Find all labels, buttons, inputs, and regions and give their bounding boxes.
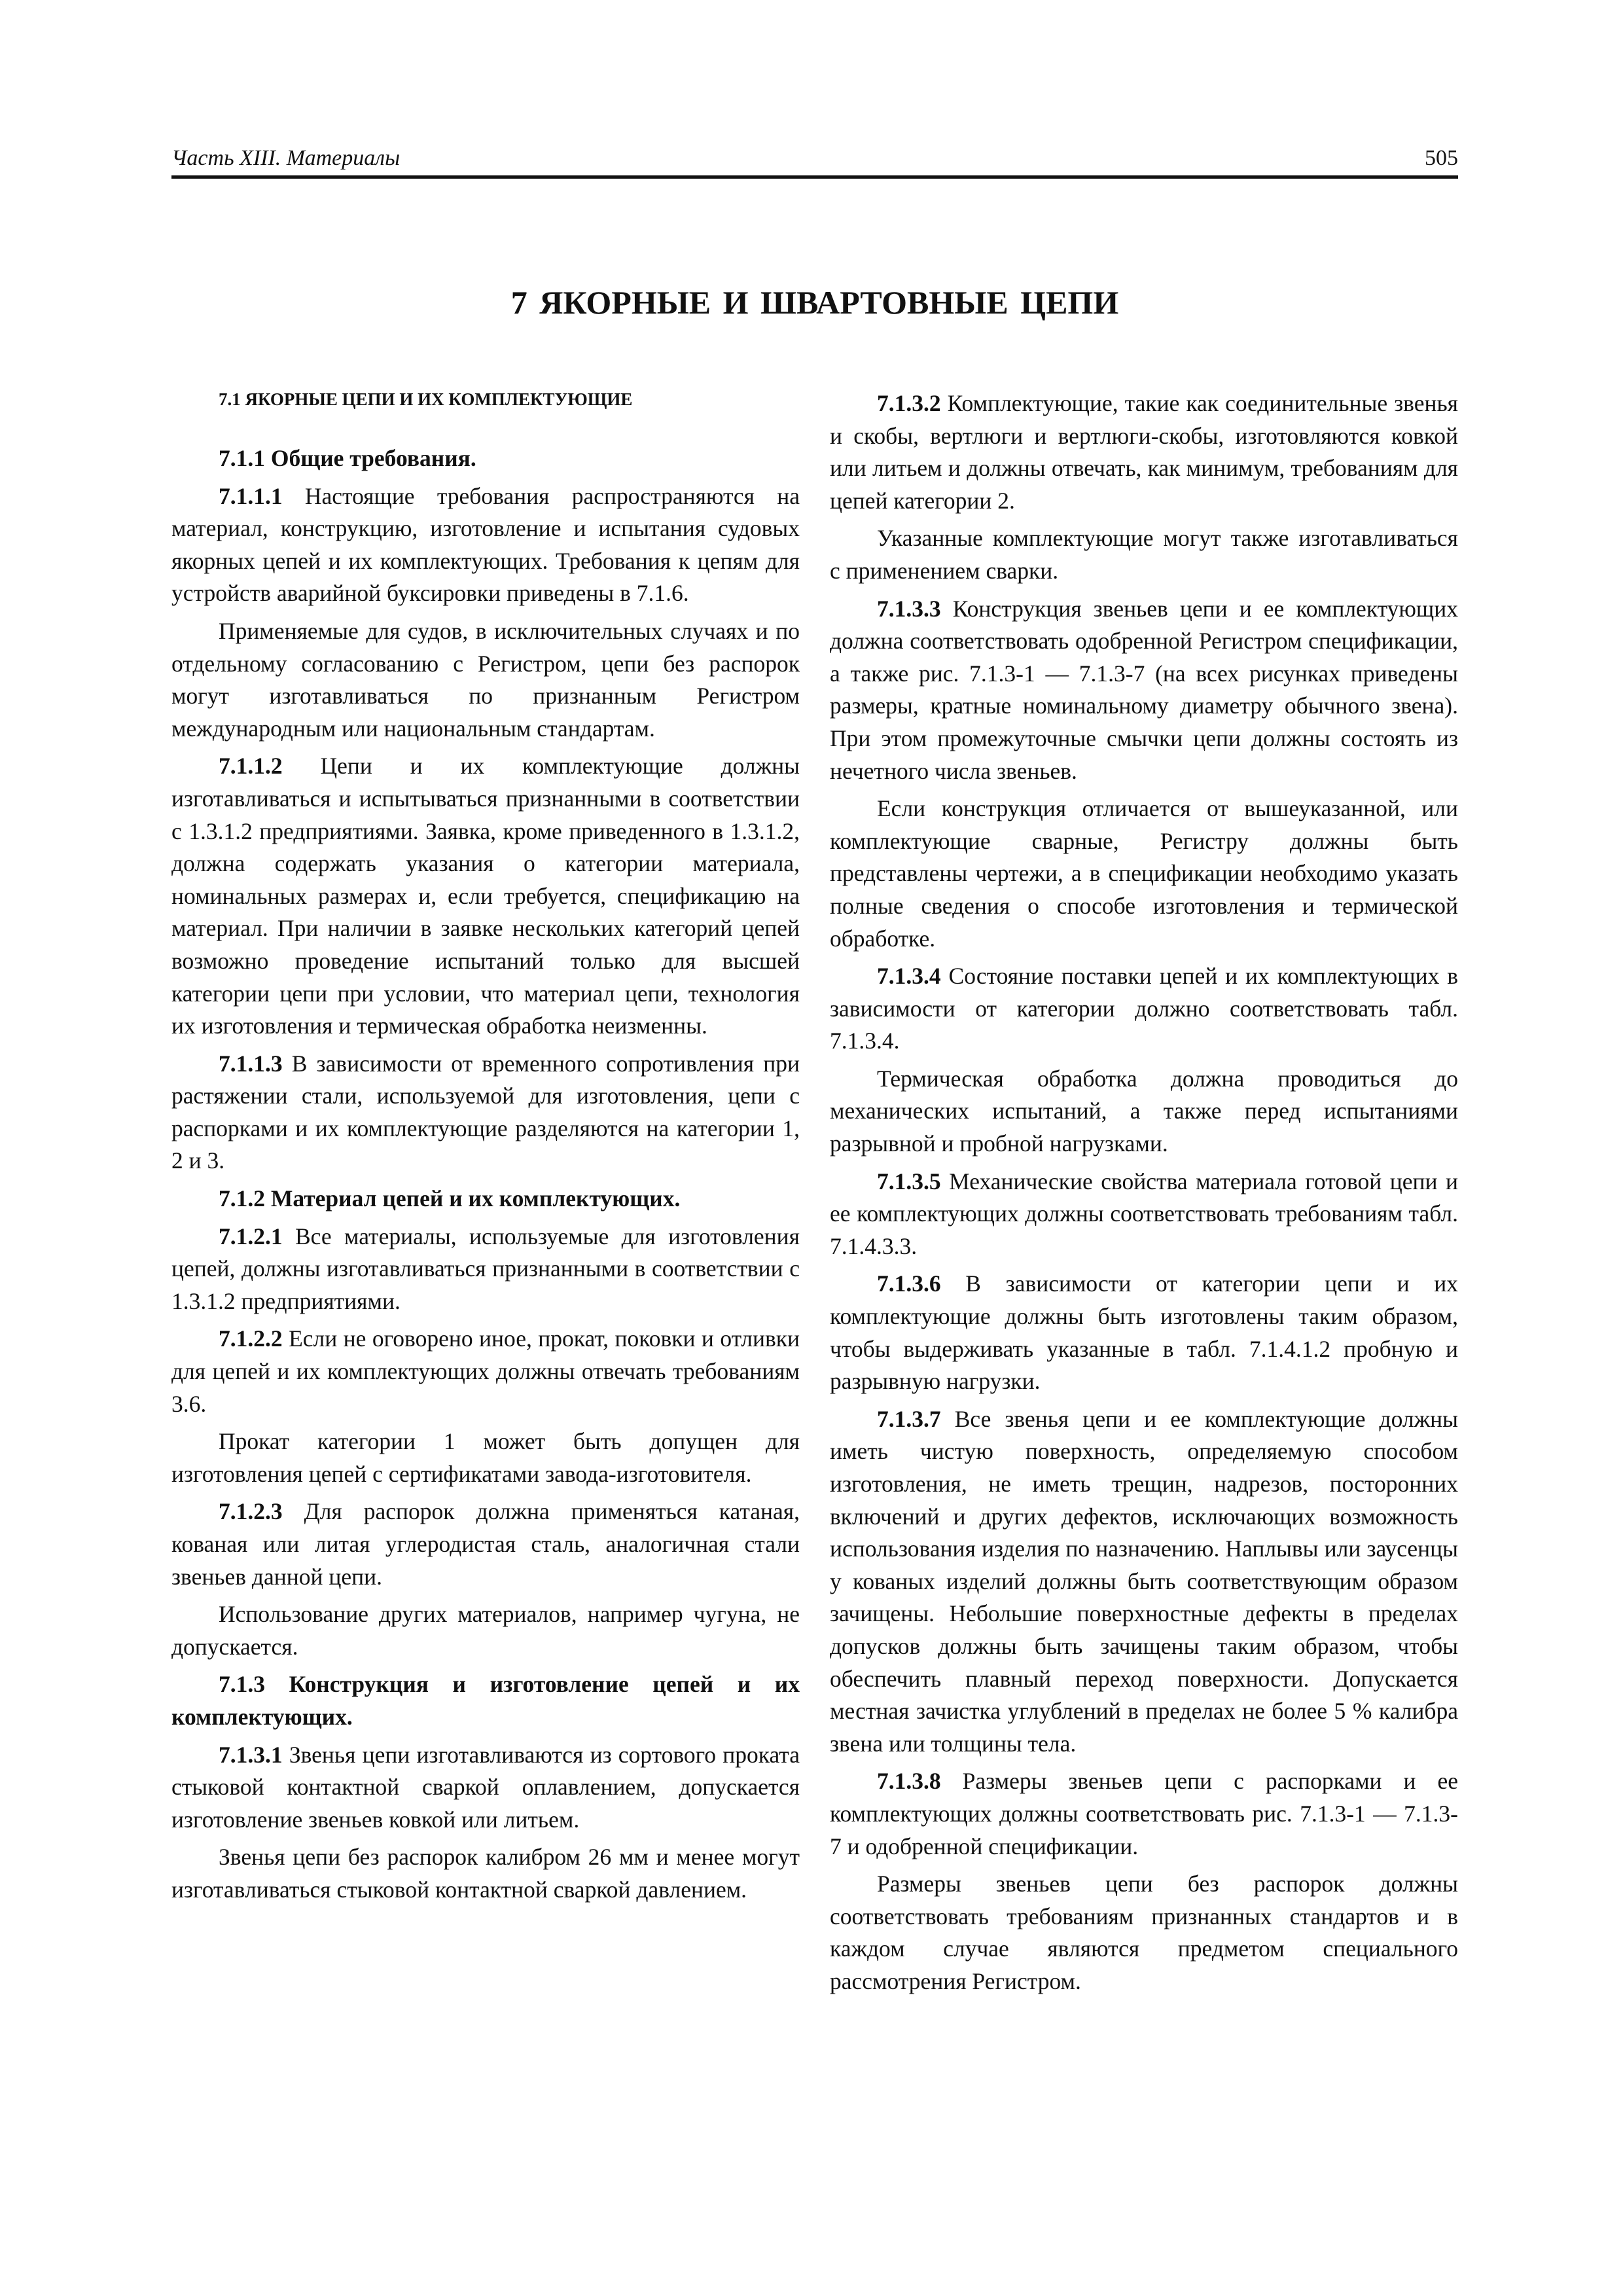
paragraph-7-1-1-3 xyxy=(171,1048,800,1177)
subsection-heading-7-1-1: 7.1.1 Общие требования. xyxy=(219,445,476,471)
paragraph-sizes: Размеры звеньев цепи без распорок должны соответствовать требованиям признанных стандартов и в каждом случае являются предметом специального рассмотрения Регистром. xyxy=(830,1871,1458,1994)
right-column xyxy=(830,387,1458,2003)
paragraph-7-1-1-1 xyxy=(171,480,800,610)
chapter-title: 7 ЯКОРНЫЕ И ШВАРТОВНЫЕ ЦЕПИ xyxy=(510,284,1119,321)
paragraph-applied: Применяемые для судов, в исключительных случаях и по отдельному согласованию с Регистром, цепи без распорок могут изготавливаться по признанным Регистром международным или национальным стандартам. xyxy=(171,617,800,742)
running-head xyxy=(171,145,1458,171)
clause-text: Все материалы, используемые для изготовления цепей, должны изготавливаться признанными в соответствии с 1.3.1.2 предприятиями. xyxy=(171,1223,800,1314)
clause-number: 7.1.3.5 xyxy=(877,1168,941,1194)
section-title: 7.1 ЯКОРНЫЕ ЦЕПИ И ИХ КОМПЛЕКТУЮЩИЕ xyxy=(219,389,633,409)
left-column xyxy=(171,387,800,1912)
paragraph-7-1-2-3 xyxy=(171,1496,800,1593)
paragraph-7-1-3-6 xyxy=(830,1268,1458,1397)
clause-number: 7.1.2.1 xyxy=(219,1223,283,1249)
paragraph-7-1-3-1 xyxy=(171,1739,800,1837)
clause-text: Цепи и их комплектующие должны изготавливаться и испытываться признанными в соответствии с 1.3.1.2 предприятиями. Заявка, кроме приведенного в 1.3.1.2, должна содержать указания о категории материала, номинальных размерах и, если требуется, спецификацию на материал. При наличии в заявке нескольких категорий цепей возможно проведение испытаний только для высшей категории цепи при условии, что материал цепи, технология их изготовления и термическая обработка неизменны. xyxy=(171,753,800,1039)
part-title: Часть XIII. Материалы xyxy=(171,146,401,170)
paragraph-7-1-3-8 xyxy=(830,1765,1458,1863)
clause-number: 7.1.3.7 xyxy=(877,1405,941,1432)
paragraph-7-1-3-7 xyxy=(830,1403,1458,1761)
clause-number: 7.1.3.4 xyxy=(877,963,941,990)
clause-number: 7.1.3.2 xyxy=(877,390,941,416)
paragraph-7-1-3-3 xyxy=(830,593,1458,788)
clause-text: Состояние поставки цепей и их комплектующих в зависимости от категории должно соответствовать табл. 7.1.3.4. xyxy=(830,963,1458,1054)
subsection-heading-7-1-2: 7.1.2 Материал цепей и их комплектующих. xyxy=(219,1185,681,1212)
clause-number: 7.1.3.8 xyxy=(877,1768,941,1795)
clause-number: 7.1.1.2 xyxy=(219,753,283,780)
clause-text: Для распорок должна применяться катаная, кованая или литая углеродистая сталь, аналогичная стали звеньев данной цепи. xyxy=(171,1498,800,1590)
paragraph-7-1-3-4 xyxy=(830,960,1458,1058)
clause-text: Комплектующие, такие как соединительные звенья и скобы, вертлюги и вертлюги-скобы, изготовляются ковкой или литьем и должны отвечать, как минимум, требованиям для цепей категории 2. xyxy=(830,390,1458,514)
paragraph-7-1-3-5 xyxy=(830,1166,1458,1263)
paragraph-rolled: Прокат категории 1 может быть допущен для изготовления цепей с сертификатами завода-изготовителя. xyxy=(171,1428,800,1487)
clause-number: 7.1.2.2 xyxy=(219,1325,283,1352)
clause-text: Механические свойства материала готовой цепи и ее комплектующих должны соответствовать требованиям табл. 7.1.4.3.3. xyxy=(830,1168,1458,1259)
header-rule xyxy=(171,175,1458,179)
paragraph-if-design: Если конструкция отличается от вышеуказанной, или комплектующие сварные, Регистру должны быть представлены чертежи, а в спецификации необходимо указать полные сведения о способе изготовления и термической обработке. xyxy=(830,795,1458,952)
page-number: 505 xyxy=(1425,146,1458,170)
clause-number: 7.1.3.6 xyxy=(877,1270,941,1297)
paragraph-7-1-3-2 xyxy=(830,387,1458,517)
clause-text: Если не оговорено иное, прокат, поковки и отливки для цепей и их комплектующих должны отвечать требованиям 3.6. xyxy=(171,1325,800,1417)
clause-text: Все звенья цепи и ее комплектующие должны иметь чистую поверхность, определяемую способом изготовления, не иметь трещин, надрезов, посторонних включений и других дефектов, исключающих возможность использования изделия по назначению. Наплывы или заусенцы у кованых изделий должны быть соответствующим образом зачищены. Небольшие поверхностные дефекты в пределах допусков должны быть зачищены таким образом, чтобы обеспечить плавный переход поверхности. Допускается местная зачистка углублений в пределах не более 5 % калибра звена или толщины тела. xyxy=(830,1405,1458,1757)
paragraph-7-1-1-2 xyxy=(171,750,800,1042)
clause-text: Размеры звеньев цепи с распорками и ее комплектующих должны соответствовать рис. 7.1.3-1 — 7.1.3-7 и одобренной спецификации. xyxy=(830,1768,1458,1859)
clause-number: 7.1.3.3 xyxy=(877,595,941,622)
clause-number: 7.1.3.1 xyxy=(219,1741,283,1768)
clause-text: Настоящие требования распространяются на материал, конструкцию, изготовление и испытания судовых якорных цепей и их комплектующих. Требования к цепям для устройств аварийной буксировки приведены в 7.1.6. xyxy=(171,482,800,607)
paragraph-7-1-2-1 xyxy=(171,1221,800,1318)
paragraph-links: Звенья цепи без распорок калибром 26 мм и менее могут изготавливаться стыковой контактной сваркой давлением. xyxy=(171,1844,800,1903)
paragraph-heat-treatment: Термическая обработка должна проводиться до механических испытаний, а также перед испытаниями разрывной и пробной нагрузками. xyxy=(830,1065,1458,1157)
clause-text: В зависимости от временного сопротивления при растяжении стали, используемой для изготовления, цепи с распорками и их комплектующие разделяются на категории 1, 2 и 3. xyxy=(171,1050,800,1174)
clause-number: 7.1.1.1 xyxy=(219,482,283,509)
clause-text: В зависимости от категории цепи и их комплектующие должны быть изготовлены таким образом, чтобы выдерживать указанные в табл. 7.1.4.1.2 пробную и разрывную нагрузки. xyxy=(830,1270,1458,1395)
clause-text: Звенья цепи изготавливаются из сортового проката стыковой контактной сваркой оплавлением, допускается изготовление звеньев ковкой или литьем. xyxy=(171,1741,800,1833)
paragraph-other-materials: Использование других материалов, например чугуна, не допускается. xyxy=(171,1601,800,1660)
paragraph-7-1-2-2 xyxy=(171,1323,800,1420)
clause-number: 7.1.1.3 xyxy=(219,1050,283,1077)
clause-text: Конструкция звеньев цепи и ее комплектующих должна соответствовать одобренной Регистром спецификации, а также рис. 7.1.3-1 — 7.1.3-7 (на всех рисунках приведены размеры, кратные номинальному диаметру обычного звена). При этом промежуточные смычки цепи должны состоять из нечетного числа звеньев. xyxy=(830,595,1458,784)
clause-number: 7.1.2.3 xyxy=(219,1498,283,1525)
paragraph-listed: Указанные комплектующие могут также изготавливаться с применением сварки. xyxy=(830,525,1458,584)
subsection-heading-7-1-3: 7.1.3 Конструкция и изготовление цепей и их комплектующих. xyxy=(171,1671,800,1730)
